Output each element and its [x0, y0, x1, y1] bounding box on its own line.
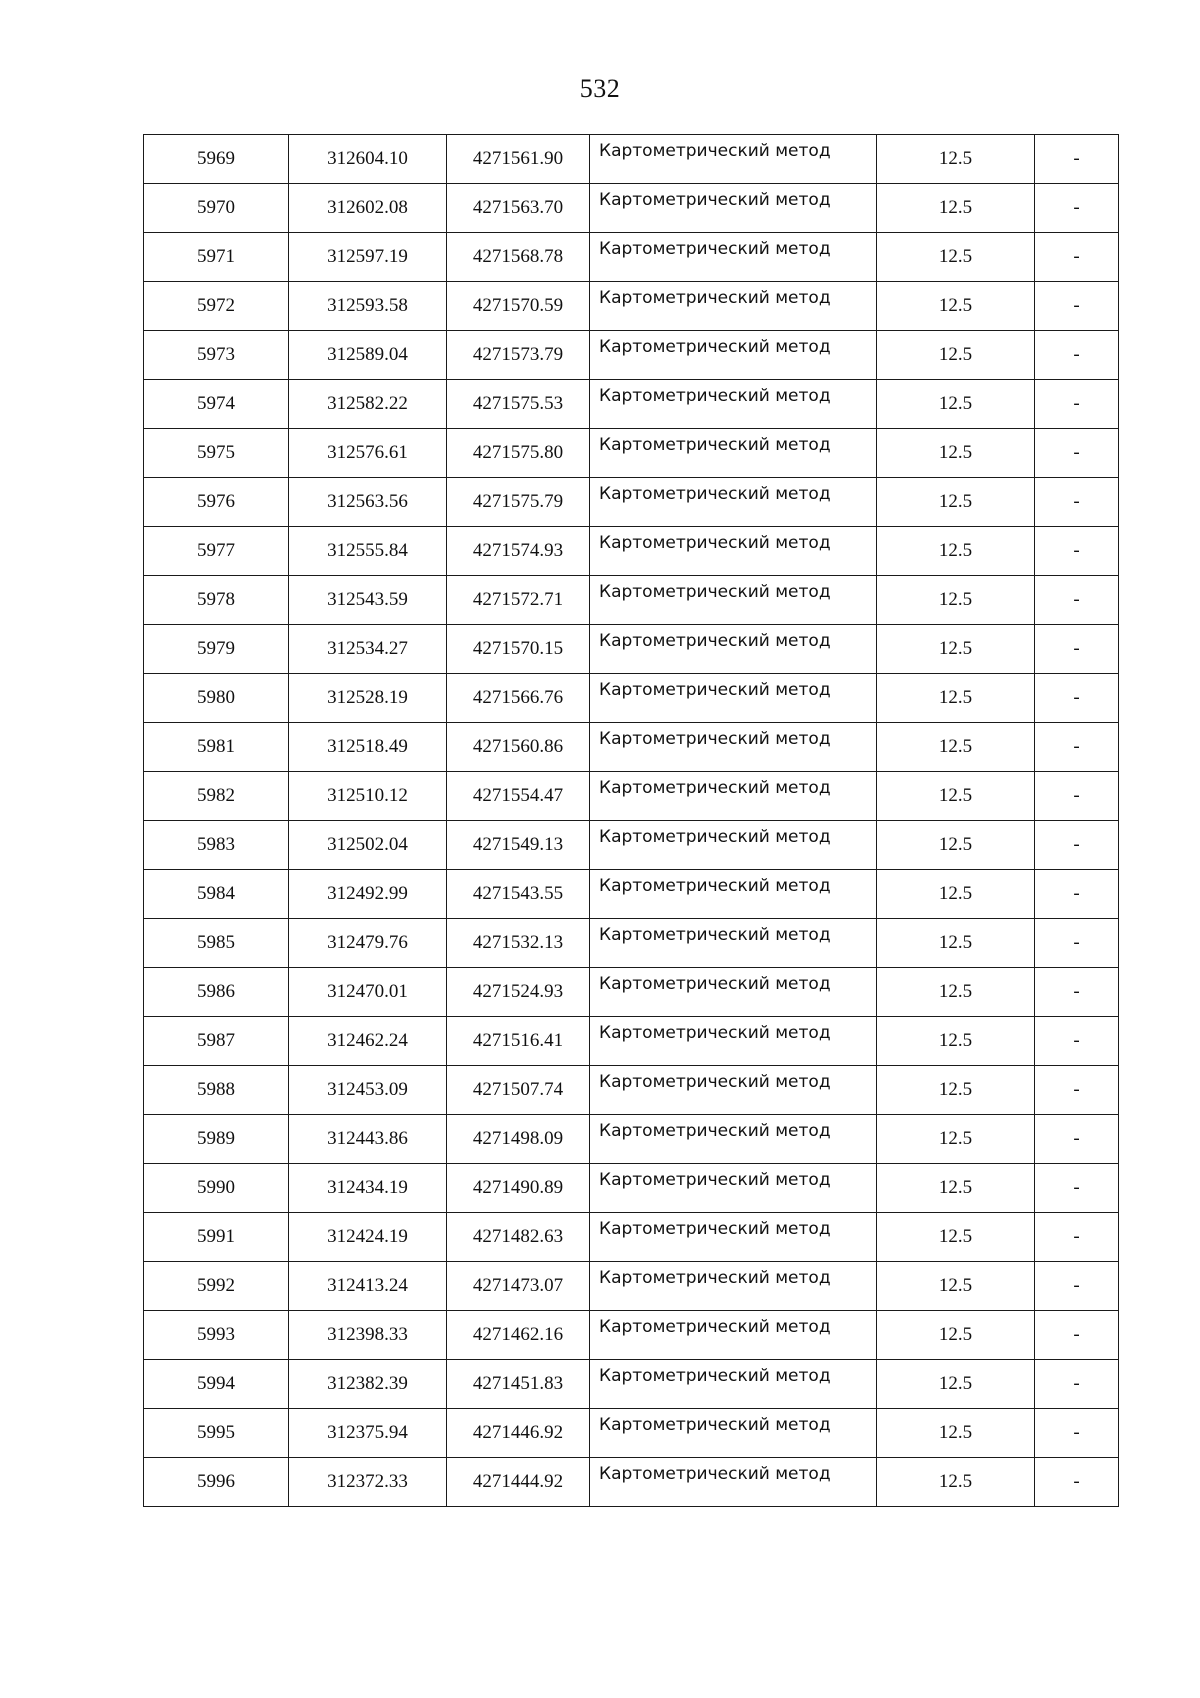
y-coordinate-cell: 4271490.89 — [447, 1164, 590, 1213]
method-cell: Картометрический метод — [590, 184, 877, 233]
y-coordinate-cell: 4271524.93 — [447, 968, 590, 1017]
accuracy-cell: 12.5 — [877, 1017, 1035, 1066]
accuracy-cell: 12.5 — [877, 1360, 1035, 1409]
accuracy-cell: 12.5 — [877, 919, 1035, 968]
x-coordinate-cell: 312382.39 — [289, 1360, 447, 1409]
accuracy-cell: 12.5 — [877, 1213, 1035, 1262]
point-number-cell: 5989 — [144, 1115, 289, 1164]
x-coordinate-cell: 312555.84 — [289, 527, 447, 576]
x-coordinate-cell: 312453.09 — [289, 1066, 447, 1115]
y-coordinate-cell: 4271570.59 — [447, 282, 590, 331]
method-cell: Картометрический метод — [590, 1164, 877, 1213]
x-coordinate-cell: 312424.19 — [289, 1213, 447, 1262]
note-cell: - — [1035, 1360, 1119, 1409]
y-coordinate-cell: 4271462.16 — [447, 1311, 590, 1360]
x-coordinate-cell: 312576.61 — [289, 429, 447, 478]
note-cell: - — [1035, 870, 1119, 919]
method-cell: Картометрический метод — [590, 674, 877, 723]
point-number-cell: 5973 — [144, 331, 289, 380]
y-coordinate-cell: 4271554.47 — [447, 772, 590, 821]
note-cell: - — [1035, 674, 1119, 723]
method-cell: Картометрический метод — [590, 772, 877, 821]
method-cell: Картометрический метод — [590, 625, 877, 674]
y-coordinate-cell: 4271573.79 — [447, 331, 590, 380]
method-cell: Картометрический метод — [590, 723, 877, 772]
table-row — [144, 1213, 1119, 1262]
point-number-cell: 5971 — [144, 233, 289, 282]
accuracy-cell: 12.5 — [877, 1458, 1035, 1507]
accuracy-cell: 12.5 — [877, 1164, 1035, 1213]
x-coordinate-cell: 312398.33 — [289, 1311, 447, 1360]
method-cell: Картометрический метод — [590, 821, 877, 870]
y-coordinate-cell: 4271575.80 — [447, 429, 590, 478]
x-coordinate-cell: 312470.01 — [289, 968, 447, 1017]
method-cell: Картометрический метод — [590, 968, 877, 1017]
x-coordinate-cell: 312602.08 — [289, 184, 447, 233]
y-coordinate-cell: 4271446.92 — [447, 1409, 590, 1458]
table-row — [144, 870, 1119, 919]
y-coordinate-cell: 4271543.55 — [447, 870, 590, 919]
point-number-cell: 5995 — [144, 1409, 289, 1458]
point-number-cell: 5994 — [144, 1360, 289, 1409]
point-number-cell: 5979 — [144, 625, 289, 674]
accuracy-cell: 12.5 — [877, 429, 1035, 478]
point-number-cell: 5969 — [144, 135, 289, 184]
accuracy-cell: 12.5 — [877, 1409, 1035, 1458]
table-row — [144, 1017, 1119, 1066]
note-cell: - — [1035, 1458, 1119, 1507]
accuracy-cell: 12.5 — [877, 478, 1035, 527]
method-cell: Картометрический метод — [590, 429, 877, 478]
table-row — [144, 674, 1119, 723]
x-coordinate-cell: 312510.12 — [289, 772, 447, 821]
note-cell: - — [1035, 821, 1119, 870]
note-cell: - — [1035, 919, 1119, 968]
x-coordinate-cell: 312375.94 — [289, 1409, 447, 1458]
method-cell: Картометрический метод — [590, 1017, 877, 1066]
accuracy-cell: 12.5 — [877, 1066, 1035, 1115]
y-coordinate-cell: 4271566.76 — [447, 674, 590, 723]
method-cell: Картометрический метод — [590, 380, 877, 429]
accuracy-cell: 12.5 — [877, 135, 1035, 184]
y-coordinate-cell: 4271570.15 — [447, 625, 590, 674]
y-coordinate-cell: 4271451.83 — [447, 1360, 590, 1409]
table-row — [144, 331, 1119, 380]
x-coordinate-cell: 312462.24 — [289, 1017, 447, 1066]
note-cell: - — [1035, 1017, 1119, 1066]
point-number-cell: 5987 — [144, 1017, 289, 1066]
table-row — [144, 1458, 1119, 1507]
table-row — [144, 282, 1119, 331]
table-row — [144, 1262, 1119, 1311]
point-number-cell: 5977 — [144, 527, 289, 576]
note-cell: - — [1035, 233, 1119, 282]
accuracy-cell: 12.5 — [877, 233, 1035, 282]
x-coordinate-cell: 312443.86 — [289, 1115, 447, 1164]
accuracy-cell: 12.5 — [877, 968, 1035, 1017]
y-coordinate-cell: 4271482.63 — [447, 1213, 590, 1262]
table-row — [144, 723, 1119, 772]
x-coordinate-cell: 312597.19 — [289, 233, 447, 282]
point-number-cell: 5982 — [144, 772, 289, 821]
method-cell: Картометрический метод — [590, 1115, 877, 1164]
y-coordinate-cell: 4271560.86 — [447, 723, 590, 772]
accuracy-cell: 12.5 — [877, 674, 1035, 723]
note-cell: - — [1035, 380, 1119, 429]
method-cell: Картометрический метод — [590, 870, 877, 919]
point-number-cell: 5988 — [144, 1066, 289, 1115]
table-row — [144, 1409, 1119, 1458]
note-cell: - — [1035, 1409, 1119, 1458]
note-cell: - — [1035, 184, 1119, 233]
table-row — [144, 1066, 1119, 1115]
table-row — [144, 576, 1119, 625]
y-coordinate-cell: 4271444.92 — [447, 1458, 590, 1507]
point-number-cell: 5972 — [144, 282, 289, 331]
accuracy-cell: 12.5 — [877, 380, 1035, 429]
table-row — [144, 429, 1119, 478]
method-cell: Картометрический метод — [590, 282, 877, 331]
method-cell: Картометрический метод — [590, 478, 877, 527]
note-cell: - — [1035, 1262, 1119, 1311]
point-number-cell: 5974 — [144, 380, 289, 429]
note-cell: - — [1035, 331, 1119, 380]
coordinates-table — [143, 134, 1119, 1507]
note-cell: - — [1035, 723, 1119, 772]
table-row — [144, 919, 1119, 968]
point-number-cell: 5970 — [144, 184, 289, 233]
point-number-cell: 5981 — [144, 723, 289, 772]
x-coordinate-cell: 312543.59 — [289, 576, 447, 625]
point-number-cell: 5992 — [144, 1262, 289, 1311]
table-row — [144, 233, 1119, 282]
table-row — [144, 1115, 1119, 1164]
y-coordinate-cell: 4271516.41 — [447, 1017, 590, 1066]
note-cell: - — [1035, 968, 1119, 1017]
note-cell: - — [1035, 478, 1119, 527]
accuracy-cell: 12.5 — [877, 723, 1035, 772]
accuracy-cell: 12.5 — [877, 576, 1035, 625]
y-coordinate-cell: 4271498.09 — [447, 1115, 590, 1164]
accuracy-cell: 12.5 — [877, 527, 1035, 576]
y-coordinate-cell: 4271568.78 — [447, 233, 590, 282]
x-coordinate-cell: 312582.22 — [289, 380, 447, 429]
coordinates-table-body — [144, 135, 1119, 1507]
method-cell: Картометрический метод — [590, 1409, 877, 1458]
note-cell: - — [1035, 1213, 1119, 1262]
accuracy-cell: 12.5 — [877, 821, 1035, 870]
method-cell: Картометрический метод — [590, 135, 877, 184]
point-number-cell: 5996 — [144, 1458, 289, 1507]
x-coordinate-cell: 312518.49 — [289, 723, 447, 772]
method-cell: Картометрический метод — [590, 1066, 877, 1115]
accuracy-cell: 12.5 — [877, 870, 1035, 919]
accuracy-cell: 12.5 — [877, 184, 1035, 233]
point-number-cell: 5978 — [144, 576, 289, 625]
x-coordinate-cell: 312434.19 — [289, 1164, 447, 1213]
note-cell: - — [1035, 772, 1119, 821]
table-row — [144, 968, 1119, 1017]
note-cell: - — [1035, 282, 1119, 331]
table-row — [144, 184, 1119, 233]
note-cell: - — [1035, 1115, 1119, 1164]
x-coordinate-cell: 312413.24 — [289, 1262, 447, 1311]
x-coordinate-cell: 312502.04 — [289, 821, 447, 870]
x-coordinate-cell: 312534.27 — [289, 625, 447, 674]
method-cell: Картометрический метод — [590, 576, 877, 625]
table-row — [144, 1164, 1119, 1213]
method-cell: Картометрический метод — [590, 527, 877, 576]
y-coordinate-cell: 4271574.93 — [447, 527, 590, 576]
note-cell: - — [1035, 135, 1119, 184]
point-number-cell: 5983 — [144, 821, 289, 870]
method-cell: Картометрический метод — [590, 233, 877, 282]
table-row — [144, 135, 1119, 184]
note-cell: - — [1035, 625, 1119, 674]
method-cell: Картометрический метод — [590, 1262, 877, 1311]
note-cell: - — [1035, 527, 1119, 576]
x-coordinate-cell: 312604.10 — [289, 135, 447, 184]
y-coordinate-cell: 4271549.13 — [447, 821, 590, 870]
y-coordinate-cell: 4271572.71 — [447, 576, 590, 625]
y-coordinate-cell: 4271473.07 — [447, 1262, 590, 1311]
note-cell: - — [1035, 1066, 1119, 1115]
table-row — [144, 821, 1119, 870]
y-coordinate-cell: 4271575.53 — [447, 380, 590, 429]
y-coordinate-cell: 4271561.90 — [447, 135, 590, 184]
method-cell: Картометрический метод — [590, 1458, 877, 1507]
note-cell: - — [1035, 1311, 1119, 1360]
note-cell: - — [1035, 576, 1119, 625]
point-number-cell: 5976 — [144, 478, 289, 527]
y-coordinate-cell: 4271507.74 — [447, 1066, 590, 1115]
table-row — [144, 772, 1119, 821]
y-coordinate-cell: 4271563.70 — [447, 184, 590, 233]
method-cell: Картометрический метод — [590, 919, 877, 968]
method-cell: Картометрический метод — [590, 1213, 877, 1262]
accuracy-cell: 12.5 — [877, 282, 1035, 331]
point-number-cell: 5984 — [144, 870, 289, 919]
note-cell: - — [1035, 1164, 1119, 1213]
y-coordinate-cell: 4271575.79 — [447, 478, 590, 527]
table-row — [144, 625, 1119, 674]
table-row — [144, 478, 1119, 527]
x-coordinate-cell: 312372.33 — [289, 1458, 447, 1507]
method-cell: Картометрический метод — [590, 1311, 877, 1360]
x-coordinate-cell: 312479.76 — [289, 919, 447, 968]
x-coordinate-cell: 312589.04 — [289, 331, 447, 380]
accuracy-cell: 12.5 — [877, 1311, 1035, 1360]
method-cell: Картометрический метод — [590, 1360, 877, 1409]
x-coordinate-cell: 312492.99 — [289, 870, 447, 919]
page-number: 532 — [579, 74, 621, 103]
accuracy-cell: 12.5 — [877, 1262, 1035, 1311]
point-number-cell: 5986 — [144, 968, 289, 1017]
point-number-cell: 5991 — [144, 1213, 289, 1262]
table-row — [144, 1360, 1119, 1409]
point-number-cell: 5990 — [144, 1164, 289, 1213]
accuracy-cell: 12.5 — [877, 772, 1035, 821]
accuracy-cell: 12.5 — [877, 331, 1035, 380]
x-coordinate-cell: 312528.19 — [289, 674, 447, 723]
y-coordinate-cell: 4271532.13 — [447, 919, 590, 968]
table-row — [144, 1311, 1119, 1360]
point-number-cell: 5993 — [144, 1311, 289, 1360]
method-cell: Картометрический метод — [590, 331, 877, 380]
accuracy-cell: 12.5 — [877, 625, 1035, 674]
note-cell: - — [1035, 429, 1119, 478]
point-number-cell: 5985 — [144, 919, 289, 968]
accuracy-cell: 12.5 — [877, 1115, 1035, 1164]
x-coordinate-cell: 312593.58 — [289, 282, 447, 331]
point-number-cell: 5975 — [144, 429, 289, 478]
table-row — [144, 527, 1119, 576]
x-coordinate-cell: 312563.56 — [289, 478, 447, 527]
point-number-cell: 5980 — [144, 674, 289, 723]
table-row — [144, 380, 1119, 429]
